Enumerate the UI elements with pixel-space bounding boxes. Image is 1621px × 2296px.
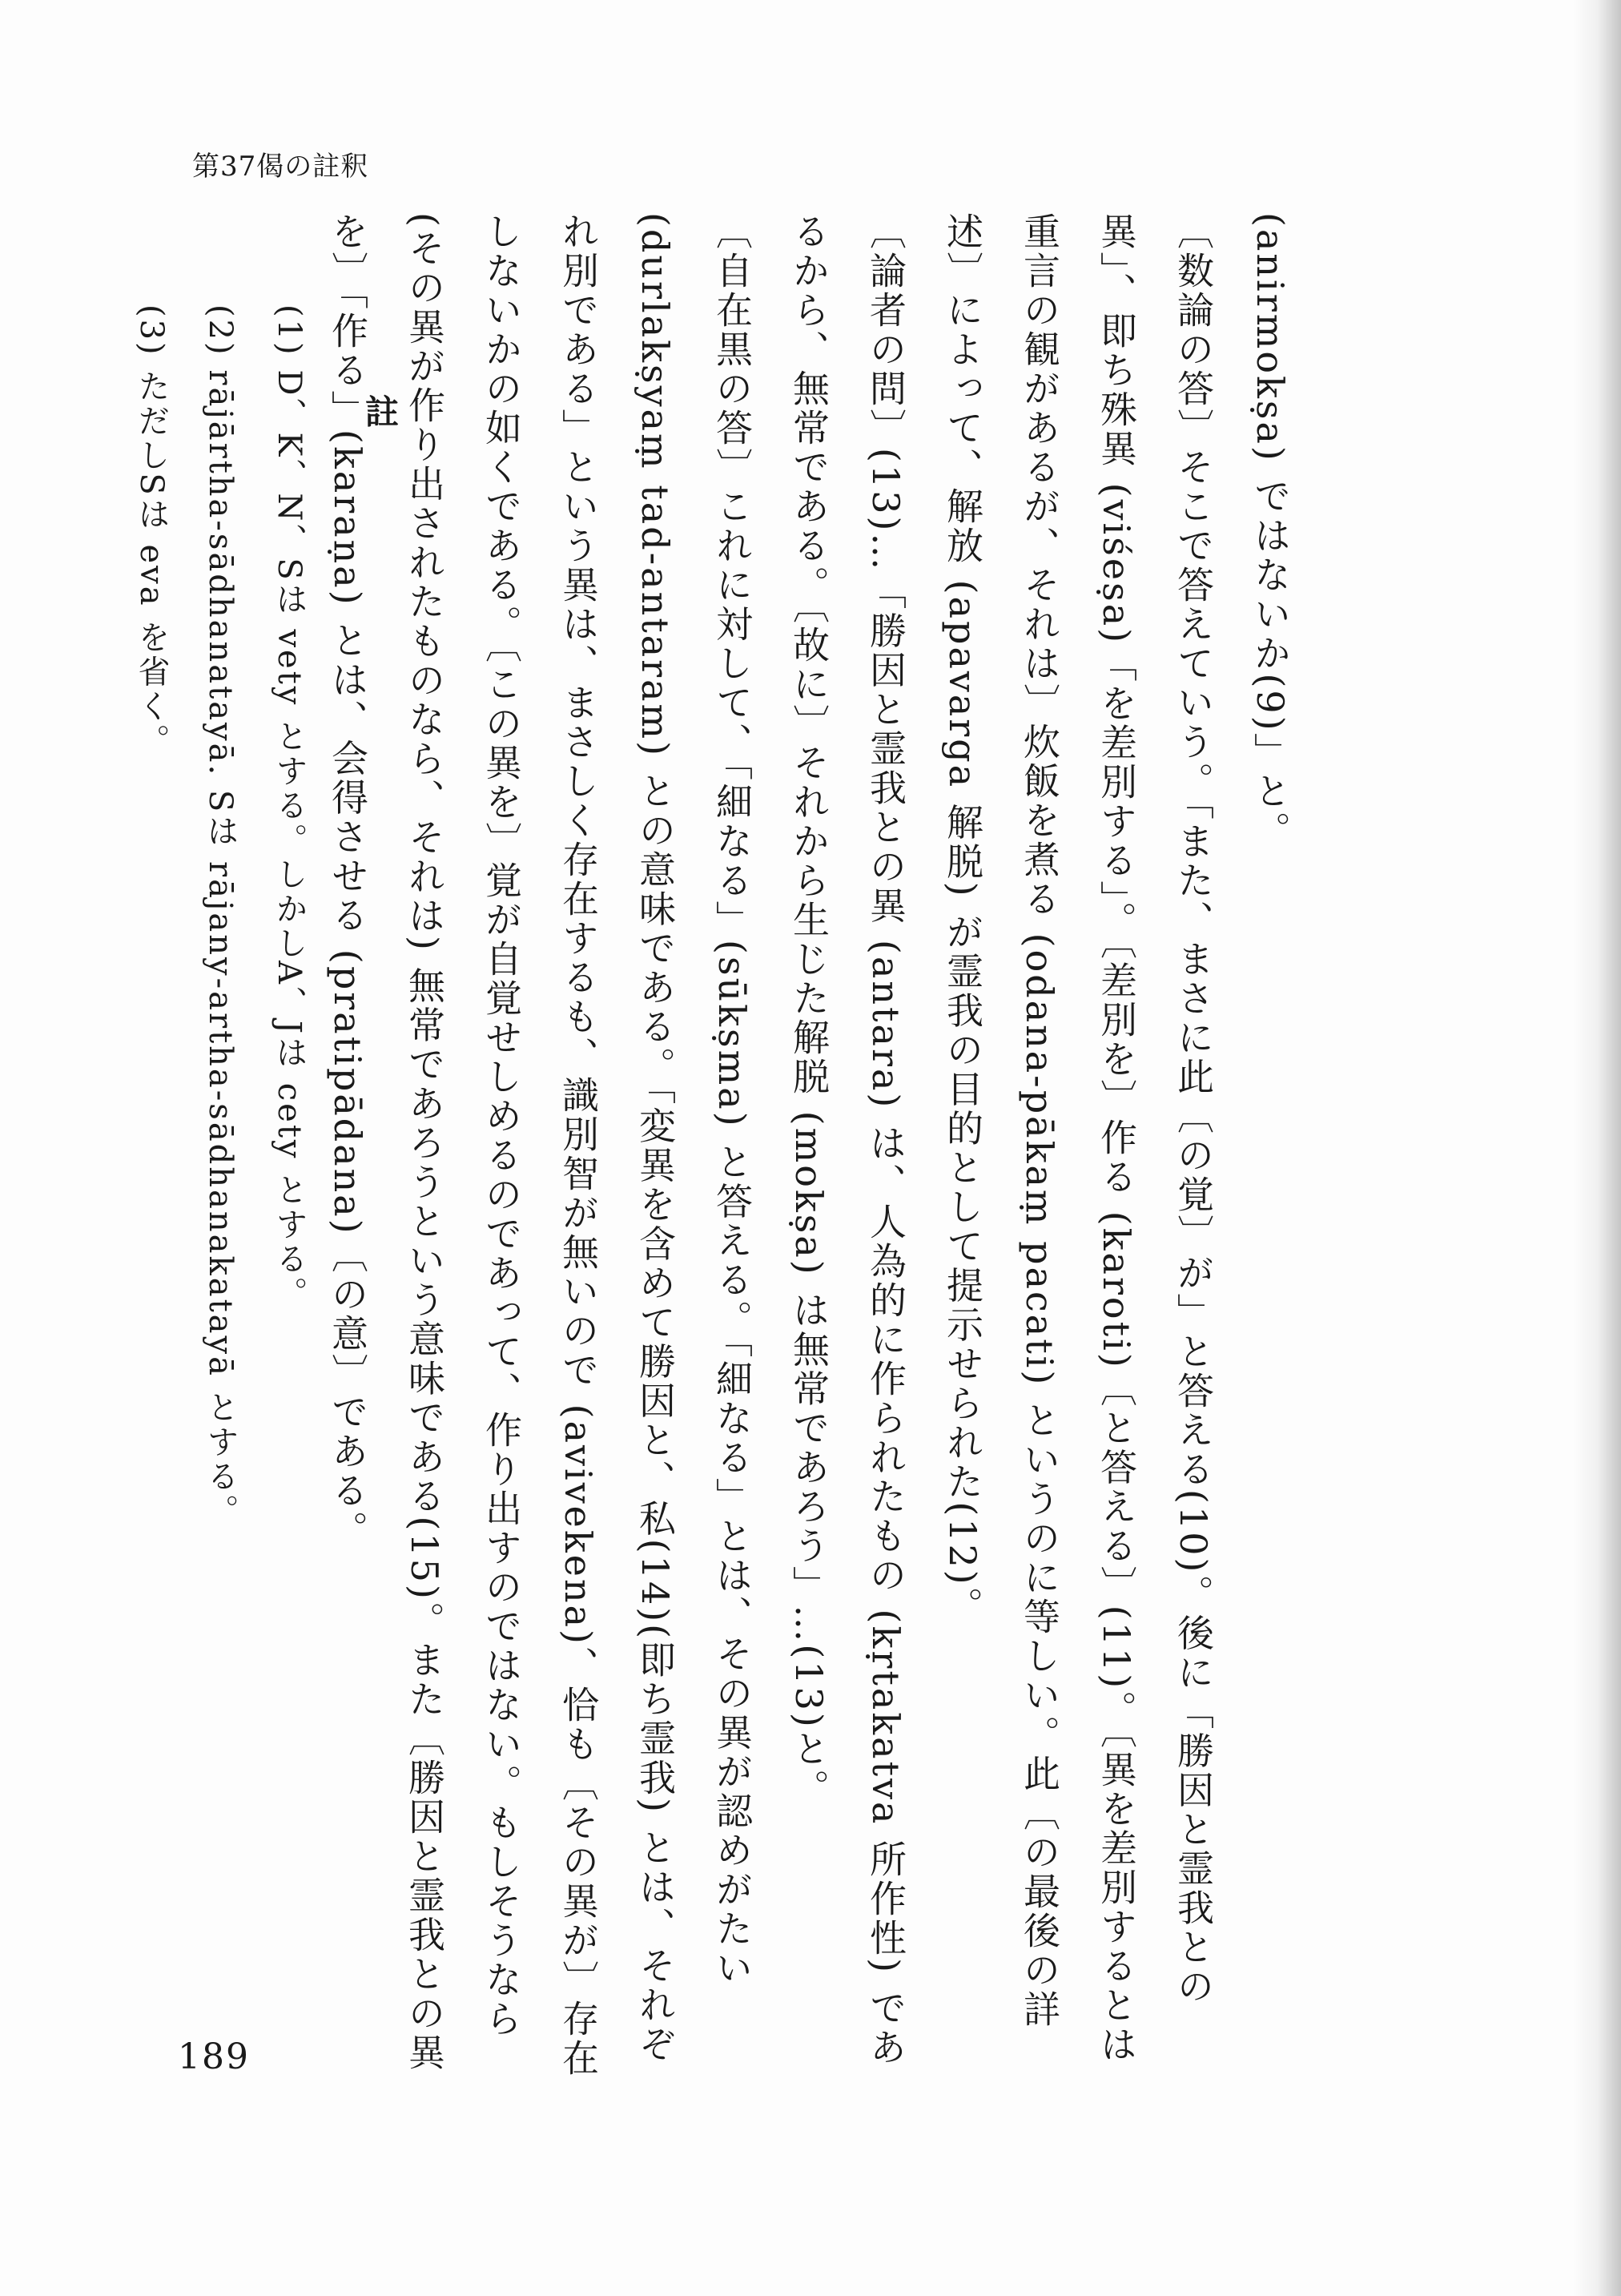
footnote-item: (2) rājārtha-sādhanatayā. Sは rājany-artha-sādhanakatayā とする。	[202, 304, 239, 1529]
paragraph: 〔論者の問〕(13)…「勝因と霊我との異 (antara) は、人為的に作られたもの (kṛtakatva 所作性) であるから、無常である。〔故に〕それから生じた解脱 (mokṣa) は無常であろう」…(13)と。	[787, 212, 907, 2068]
paragraph: (anirmokṣa) ではないか(9)」と。	[1249, 212, 1292, 851]
running-title: 第37偈の註釈	[192, 151, 369, 183]
footnote-item: (3) ただしSは eva を省く。	[133, 304, 170, 759]
footnote-item: (1) D、K、N、Sは vety とする。しかしA、Jは cety とする。	[271, 304, 308, 1311]
paragraph: 〔数論の答〕そこで答えていう。「また、まさに此〔の覚〕が」と答える(10)。後に「勝因と霊我との異」、即ち殊異 (viśeṣa)「を差別する」。〔差別を〕作る (karoti)〔と答える〕(11)。〔異を差別するとは重言の観があるが、それは〕炊飯を煮る (odana-pākaṃ pacati) というのに等しい。此〔の最後の詳述〕によって、解放 (apavarga 解脱) が霊我の目的として提示せられた(12)。	[941, 212, 1215, 2065]
main-text	[187, 212, 1309, 2079]
page-number: 189	[178, 2036, 250, 2077]
paragraph: 〔自在黒の答〕これに対して、「細なる」(sūkṣma) と答える。「細なる」とは、その異が認めがたい (durlakṣyaṃ tad-antaram) との意味である。「変異を含めて勝因と、私(14)(即ち霊我) とは、それぞれ別である」という異は、まさしく存在するも、識別智が無いので (avivekena)、恰も〔その異が〕存在しないかの如くである。〔この異を〕覚が自覚せしめるのであって、作り出すのではない。もしそうなら (その異が作り出されたものなら、それは) 無常であろうという意味である(15)。また〔勝因と霊我との異を〕「作る」(karaṇa) とは、会得させる (pratipādana)〔の意〕である。	[326, 212, 754, 2078]
footnotes	[83, 304, 324, 1666]
scan-edge-shadow	[1573, 0, 1621, 2296]
notes-heading: 註	[360, 394, 400, 428]
